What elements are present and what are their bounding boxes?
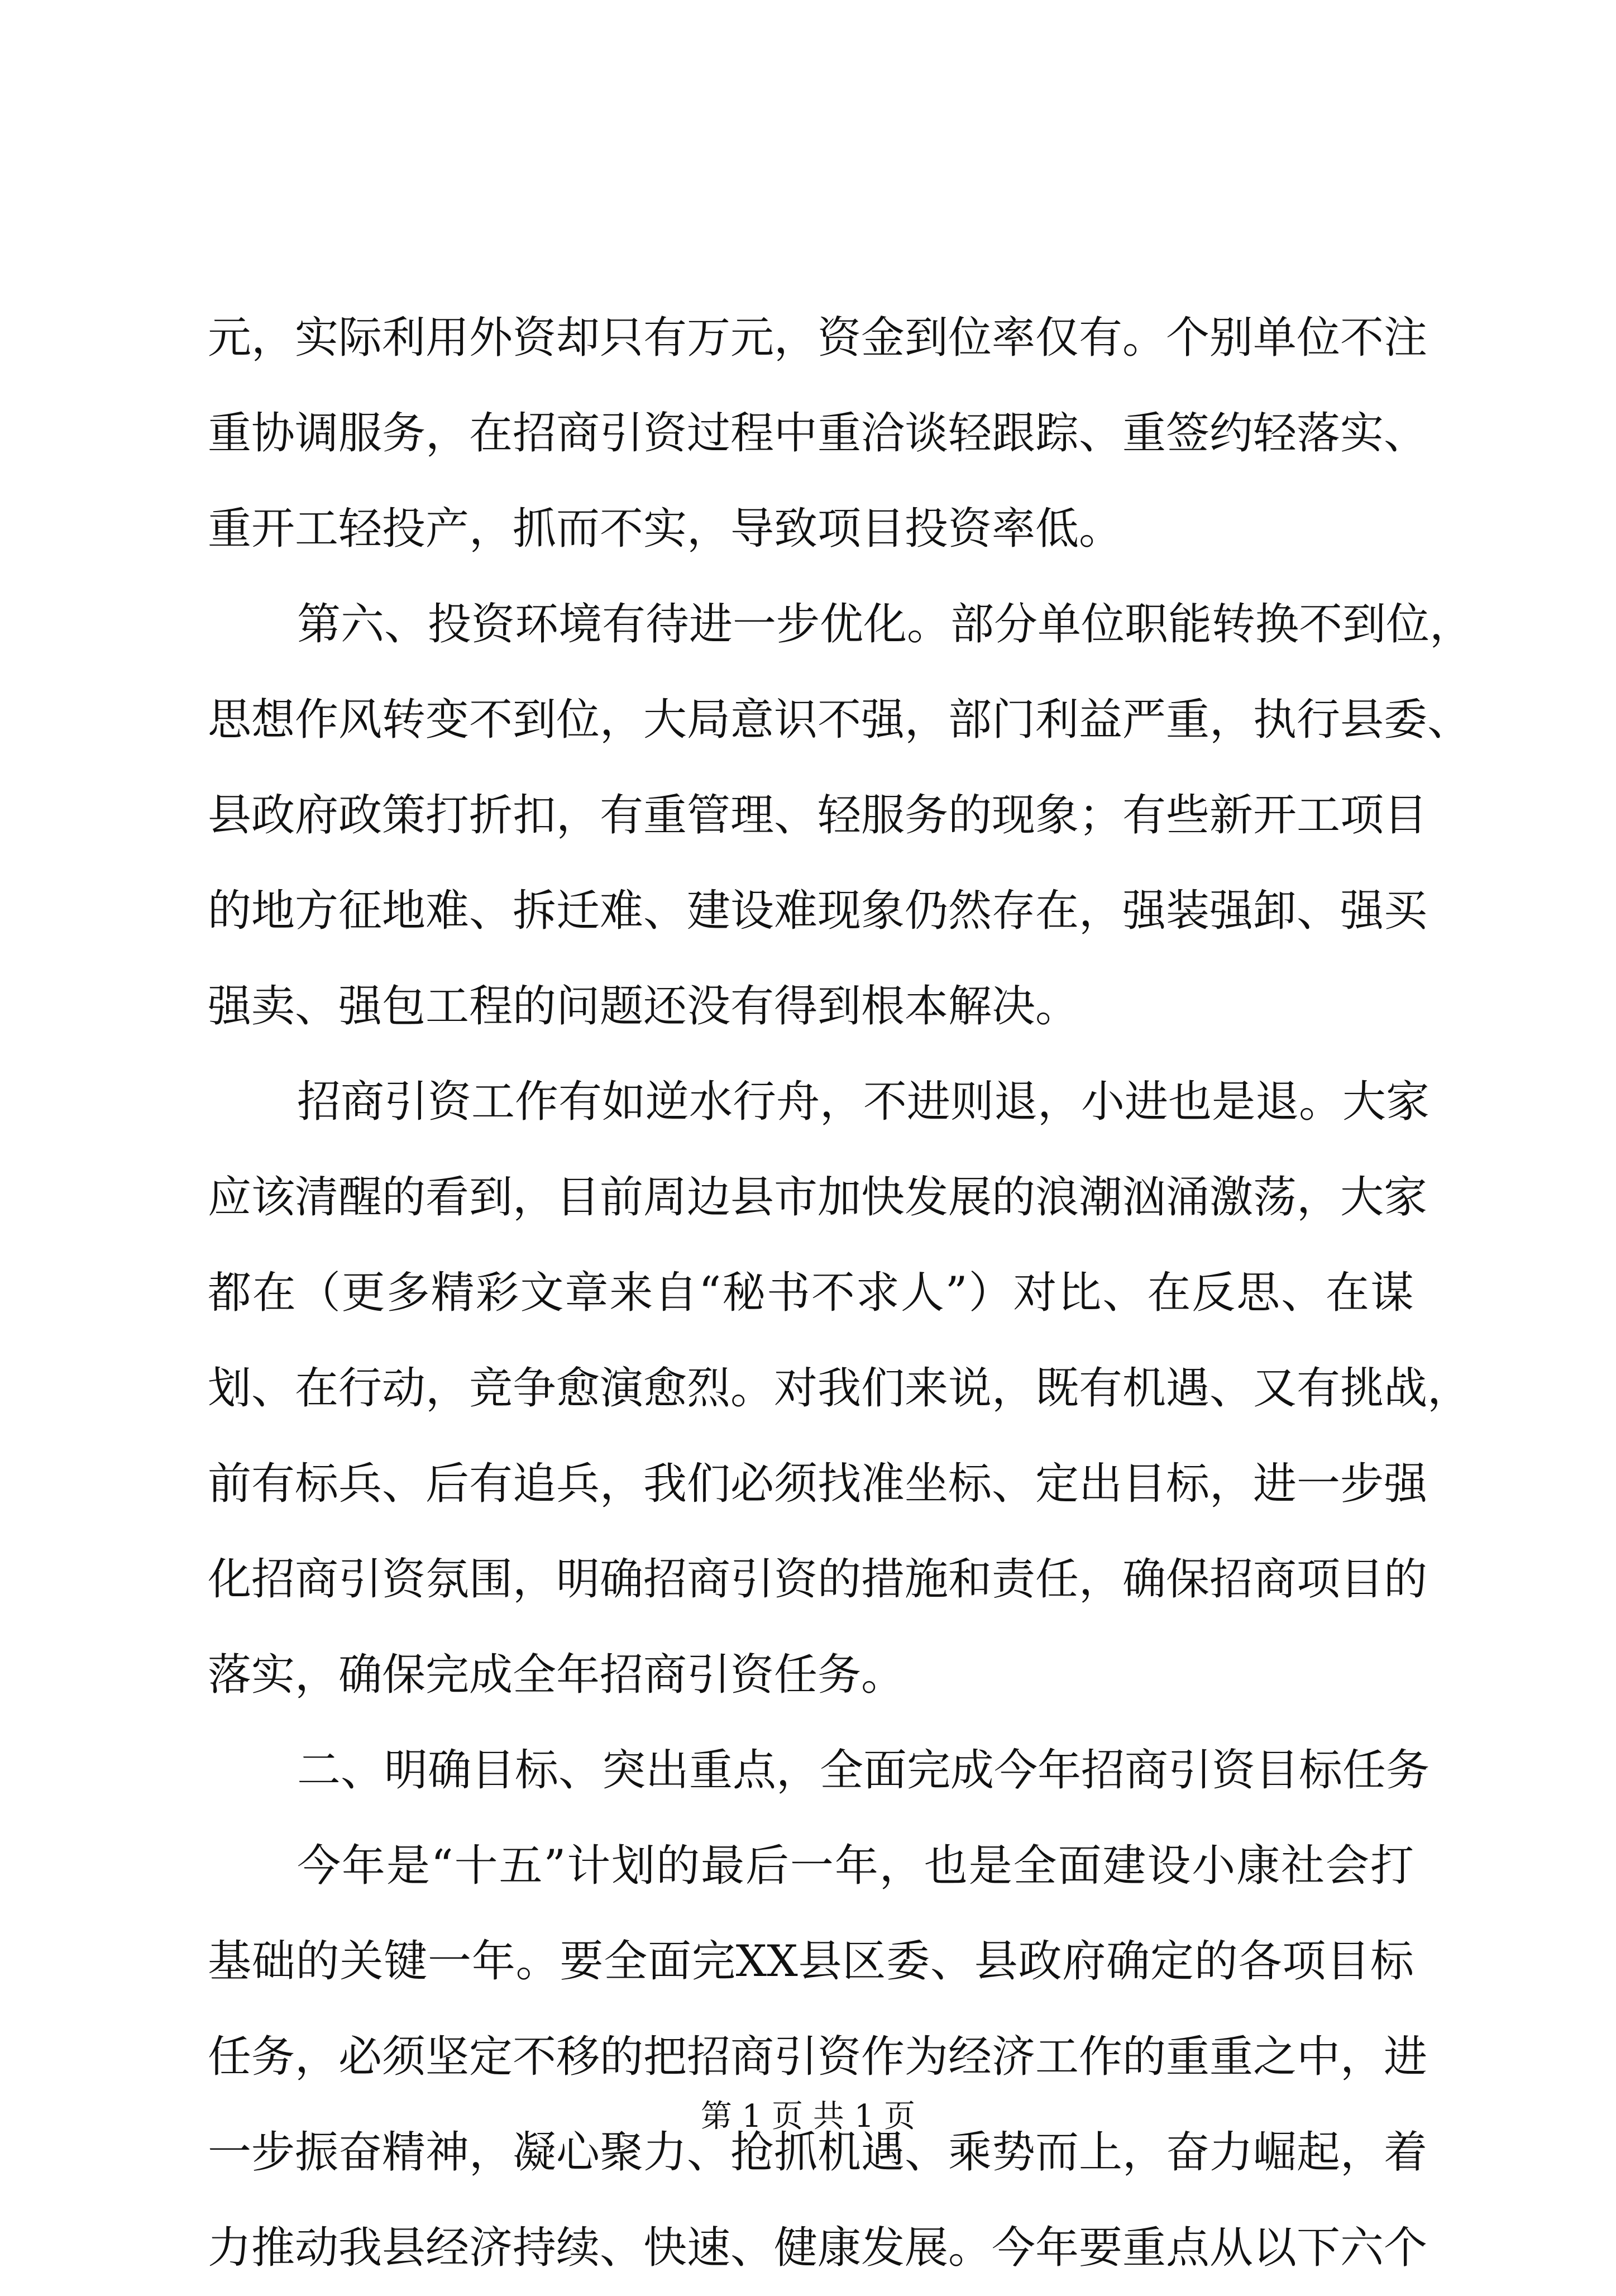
text-line: 任务，必须坚定不移的把招商引资作为经济工作的重重之中，进 xyxy=(208,2032,1428,2082)
text-line: 元，实际利用外资却只有万元，资金到位率仅有。个别单位不注 xyxy=(208,313,1428,363)
paragraph-start-line: 今年是“十五”计划的最后一年，也是全面建设小康社会打 xyxy=(297,1841,1414,1891)
document-body xyxy=(208,290,1474,2296)
section-heading: 二、明确目标、突出重点，全面完成今年招商引资目标任务 xyxy=(297,1745,1430,1796)
paragraph-start-line: 第六、投资环境有待进一步优化。部分单位职能转换不到位， xyxy=(297,599,1474,650)
text-line: 划、在行动，竞争愈演愈烈。对我们来说，既有机遇、又有挑战， xyxy=(208,1363,1471,1414)
text-line: 前有标兵、后有追兵，我们必须找准坐标、定出目标，进一步强 xyxy=(208,1459,1428,1509)
text-line: 落实，确保完成全年招商引资任务。 xyxy=(208,1650,905,1700)
paragraph-start-line: 招商引资工作有如逆水行舟，不进则退，小进也是退。大家 xyxy=(297,1077,1430,1127)
text-line: 化招商引资氛围，明确招商引资的措施和责任，确保招商项目的 xyxy=(208,1554,1428,1605)
text-line: 思想作风转变不到位，大局意识不强，部门利益严重，执行县委、 xyxy=(208,695,1471,745)
text-line: 重协调服务，在招商引资过程中重洽谈轻跟踪、重签约轻落实、 xyxy=(208,408,1428,459)
text-line: 的地方征地难、拆迁难、建设难现象仍然存在，强装强卸、强买 xyxy=(208,886,1428,936)
text-line: 应该清醒的看到，目前周边县市加快发展的浪潮汹涌激荡，大家 xyxy=(208,1172,1428,1223)
text-line: 一步振奋精神，凝心聚力、抢抓机遇、乘势而上，奋力崛起，着 xyxy=(208,2127,1428,2178)
text-line: 重开工轻投产，抓而不实，导致项目投资率低。 xyxy=(208,504,1123,554)
text-line: 强卖、强包工程的问题还没有得到根本解决。 xyxy=(208,981,1079,1032)
text-line: 力推动我县经济持续、快速、健康发展。今年要重点从以下六个 xyxy=(208,2223,1428,2273)
text-line: 基础的关键一年。要全面完XX县区委、县政府确定的各项目标 xyxy=(208,1936,1414,1987)
text-line: 都在（更多精彩文章来自“秘书不求人”）对比、在反思、在谋 xyxy=(208,1268,1414,1318)
page-footer: 第 1 页 共 1 页 xyxy=(700,2098,916,2135)
text-line: 县政府政策打折扣，有重管理、轻服务的现象；有些新开工项目 xyxy=(208,790,1428,841)
